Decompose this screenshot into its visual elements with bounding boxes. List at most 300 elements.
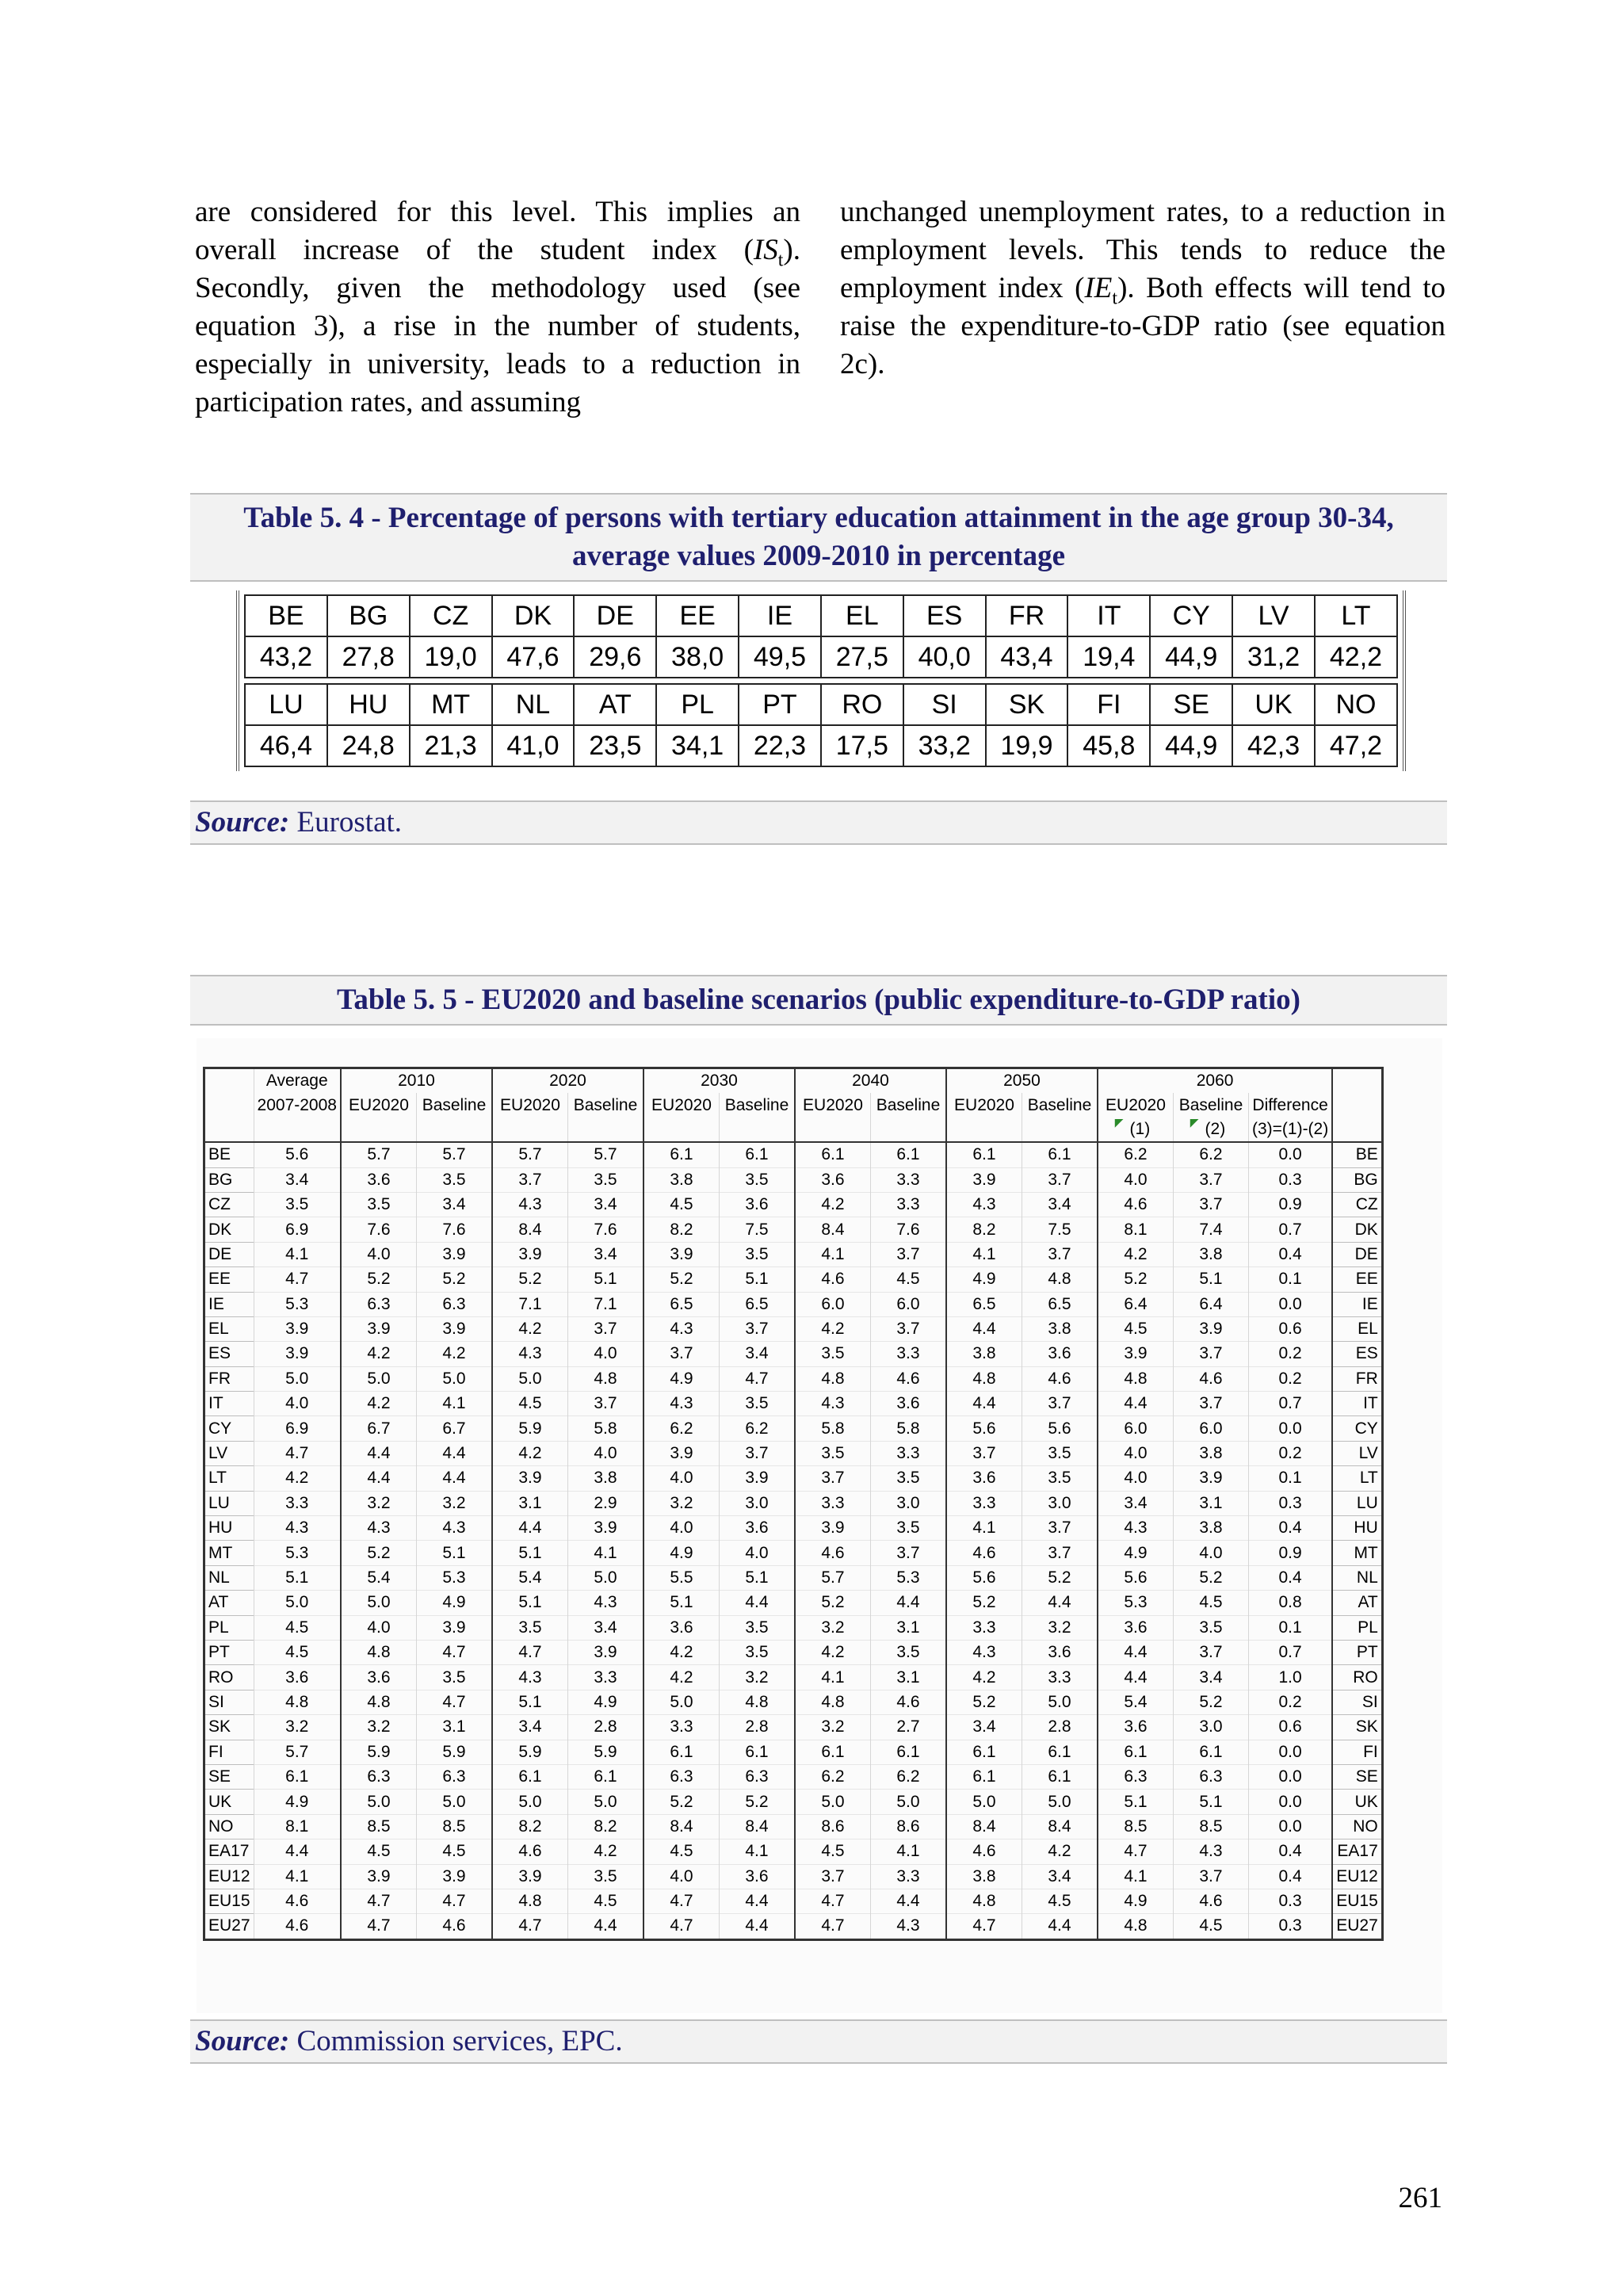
value-cell: 3.9 — [416, 1864, 492, 1889]
value-cell: 3.3 — [1022, 1665, 1098, 1690]
country-label: LU — [204, 1491, 254, 1515]
value-cell: 3.8 — [567, 1466, 643, 1491]
value-cell: 4.6 — [946, 1839, 1022, 1864]
value-cell: 4.0 — [643, 1864, 720, 1889]
left-text-1: are considered for this level. This implies an overall increase of the student index ( — [195, 196, 800, 266]
value-cell: 3.6 — [870, 1392, 946, 1416]
country-label: UK — [204, 1790, 254, 1814]
value-cell: 8.4 — [946, 1814, 1022, 1839]
value-cell: 3.7 — [870, 1316, 946, 1341]
value-cell: 6.2 — [719, 1416, 795, 1441]
value-cell: 4.3 — [567, 1591, 643, 1615]
header-row-formula — [204, 1117, 1383, 1142]
value-cell: 3.2 — [643, 1491, 720, 1515]
value-cell: 3.5 — [870, 1640, 946, 1664]
left-text-2: ). Secondly, given the methodology used (see equation 3), a rise in the number of students, especially in university, leads to a reduction in participation rates, and assuming — [195, 234, 800, 418]
header-eu2020: EU2020 — [1098, 1093, 1174, 1117]
value-cell: 8.2 — [567, 1814, 643, 1839]
table-row — [204, 1242, 1383, 1266]
value-cell: 3.2 — [416, 1491, 492, 1515]
value-cell: 4.4 — [946, 1392, 1022, 1416]
value-cell: 3.7 — [1022, 1392, 1098, 1416]
value-cell: 6.1 — [1173, 1740, 1248, 1764]
value-cell: 4.5 — [341, 1839, 417, 1864]
value-cell: 4.7 — [492, 1914, 568, 1939]
student-index-symbol: IS — [753, 234, 778, 266]
country-code-cell: HU — [327, 684, 410, 725]
value-cell: 5.2 — [719, 1790, 795, 1814]
value-cell: 7.1 — [567, 1292, 643, 1316]
table-row — [204, 1715, 1383, 1740]
table-row — [204, 1342, 1383, 1366]
value-cell: 4.7 — [254, 1267, 341, 1292]
value-cell: 3.6 — [341, 1665, 417, 1690]
value-cell: 4.4 — [1098, 1665, 1174, 1690]
country-label-right: FI — [1332, 1740, 1382, 1764]
header-blank — [719, 1117, 795, 1142]
value-cell: 6.0 — [1098, 1416, 1174, 1441]
value-cell: 3.4 — [254, 1167, 341, 1192]
value-cell: 0.0 — [1248, 1740, 1332, 1764]
country-label-right: SK — [1332, 1715, 1382, 1740]
value-cell: 3.2 — [719, 1665, 795, 1690]
header-note-1 — [1098, 1117, 1174, 1142]
value-cell: 3.8 — [643, 1167, 720, 1192]
value-cell: 6.3 — [416, 1292, 492, 1316]
country-label-right: HU — [1332, 1516, 1382, 1541]
value-cell: 5.3 — [1098, 1591, 1174, 1615]
value-cell: 3.3 — [795, 1491, 871, 1515]
value-cell: 3.9 — [946, 1167, 1022, 1192]
value-cell: 4.6 — [492, 1839, 568, 1864]
country-code-cell: EL — [821, 595, 903, 636]
value-cell: 6.3 — [341, 1764, 417, 1789]
country-code-row — [245, 595, 1397, 636]
value-cell: 8.6 — [795, 1814, 871, 1839]
value-cell: 5.2 — [795, 1591, 871, 1615]
value-cell: 4.5 — [1173, 1914, 1248, 1939]
value-cell: 4.1 — [254, 1864, 341, 1889]
value-cell: 4.7 — [416, 1889, 492, 1913]
value-cell: 4.5 — [1173, 1591, 1248, 1615]
value-cell: 3.5 — [719, 1640, 795, 1664]
value-cell: 4.5 — [567, 1889, 643, 1913]
value-cell: 4.0 — [1098, 1167, 1174, 1192]
value-cell: 8.4 — [795, 1217, 871, 1242]
value-cell: 4.7 — [254, 1441, 341, 1465]
value-cell: 3.9 — [643, 1242, 720, 1266]
value-cell: 1.0 — [1248, 1665, 1332, 1690]
value-cell: 6.7 — [341, 1416, 417, 1441]
country-label: EU15 — [204, 1889, 254, 1913]
value-cell: 4.1 — [1098, 1864, 1174, 1889]
table-row — [204, 1565, 1383, 1590]
value-cell: 43,4 — [986, 636, 1068, 678]
value-cell: 3.3 — [870, 1167, 946, 1192]
value-cell: 3.2 — [795, 1615, 871, 1640]
body-column-right — [840, 193, 1445, 384]
value-cell: 8.4 — [643, 1814, 720, 1839]
table-5-5-header — [204, 1068, 1383, 1143]
country-code-cell: PL — [656, 684, 739, 725]
value-cell: 3.0 — [1173, 1715, 1248, 1740]
value-cell: 3.6 — [719, 1516, 795, 1541]
country-code-cell: FI — [1067, 684, 1150, 725]
value-cell: 4.0 — [567, 1342, 643, 1366]
value-cell: 33,2 — [903, 725, 986, 766]
country-label-right: MT — [1332, 1541, 1382, 1565]
value-cell: 4.7 — [416, 1640, 492, 1664]
value-cell: 4.4 — [341, 1441, 417, 1465]
value-cell: 4.4 — [254, 1839, 341, 1864]
country-label: SI — [204, 1690, 254, 1714]
value-cell: 4.2 — [795, 1316, 871, 1341]
value-cell: 38,0 — [656, 636, 739, 678]
value-cell: 44,9 — [1150, 636, 1232, 678]
value-cell: 5.9 — [492, 1416, 568, 1441]
value-cell: 3.6 — [719, 1864, 795, 1889]
value-cell: 0.2 — [1248, 1690, 1332, 1714]
value-cell: 3.5 — [719, 1242, 795, 1266]
value-cell: 6.2 — [1173, 1142, 1248, 1167]
country-label-right: PL — [1332, 1615, 1382, 1640]
value-cell: 4.6 — [946, 1541, 1022, 1565]
value-cell: 5.0 — [254, 1591, 341, 1615]
value-cell: 3.7 — [719, 1441, 795, 1465]
value-cell: 3.5 — [719, 1167, 795, 1192]
value-cell: 5.1 — [492, 1541, 568, 1565]
value-cell: 5.7 — [254, 1740, 341, 1764]
value-cell: 4.8 — [795, 1366, 871, 1391]
value-cell: 4.3 — [643, 1392, 720, 1416]
table-5-4-top-body — [245, 595, 1397, 678]
country-label-right: DE — [1332, 1242, 1382, 1266]
value-cell: 3.5 — [870, 1466, 946, 1491]
header-period: 2007-2008 — [254, 1093, 341, 1117]
value-cell: 5.3 — [416, 1565, 492, 1590]
header-baseline: Baseline — [870, 1093, 946, 1117]
value-cell: 5.7 — [416, 1142, 492, 1167]
value-cell: 3.7 — [1173, 1342, 1248, 1366]
value-cell: 6.5 — [719, 1292, 795, 1316]
value-cell: 4.5 — [1022, 1889, 1098, 1913]
value-cell: 4.0 — [341, 1242, 417, 1266]
country-code-cell: RO — [821, 684, 903, 725]
value-cell: 3.5 — [795, 1441, 871, 1465]
country-code-cell: BE — [245, 595, 327, 636]
table-5-5-title: Table 5. 5 - EU2020 and baseline scenarios (public expenditure-to-GDP ratio) — [190, 975, 1447, 1026]
value-cell: 6.1 — [870, 1142, 946, 1167]
table-5-4-top — [244, 594, 1398, 678]
value-cell: 5.0 — [492, 1790, 568, 1814]
country-code-cell: SE — [1150, 684, 1232, 725]
country-label: EE — [204, 1267, 254, 1292]
value-cell: 0.3 — [1248, 1167, 1332, 1192]
value-cell: 5.0 — [643, 1690, 720, 1714]
table-row — [204, 1541, 1383, 1565]
country-code-cell: SK — [986, 684, 1068, 725]
value-cell: 4.2 — [946, 1665, 1022, 1690]
country-label: NL — [204, 1565, 254, 1590]
country-label-right: UK — [1332, 1790, 1382, 1814]
header-eu2020: EU2020 — [341, 1093, 417, 1117]
value-cell: 7.1 — [492, 1292, 568, 1316]
value-cell: 4.7 — [946, 1914, 1022, 1939]
country-label-right: EE — [1332, 1267, 1382, 1292]
value-cell: 4.0 — [719, 1541, 795, 1565]
value-cell: 3.7 — [567, 1316, 643, 1341]
value-cell: 3.9 — [719, 1466, 795, 1491]
value-cell: 3.9 — [254, 1316, 341, 1341]
value-cell: 4.4 — [1098, 1640, 1174, 1664]
value-cell: 4.4 — [1022, 1591, 1098, 1615]
value-cell: 4.4 — [870, 1591, 946, 1615]
value-cell: 3.0 — [719, 1491, 795, 1515]
country-label: PT — [204, 1640, 254, 1664]
value-cell: 3.6 — [1098, 1615, 1174, 1640]
value-cell: 6.4 — [1173, 1292, 1248, 1316]
header-eu2020: EU2020 — [946, 1093, 1022, 1117]
table-row — [204, 1665, 1383, 1690]
value-cell: 3.4 — [567, 1615, 643, 1640]
value-cell: 3.4 — [567, 1192, 643, 1217]
value-cell: 4.4 — [870, 1889, 946, 1913]
table-row — [204, 1466, 1383, 1491]
student-index-subscript: t — [777, 250, 784, 271]
value-cell: 3.5 — [719, 1392, 795, 1416]
value-cell: 6.4 — [1098, 1292, 1174, 1316]
value-cell: 4.9 — [567, 1690, 643, 1714]
header-blank — [1022, 1117, 1098, 1142]
value-cell: 5.2 — [946, 1690, 1022, 1714]
value-cell: 8.4 — [492, 1217, 568, 1242]
value-cell: 6.1 — [719, 1740, 795, 1764]
country-label: ES — [204, 1342, 254, 1366]
value-cell: 3.3 — [567, 1665, 643, 1690]
header-baseline: Baseline — [416, 1093, 492, 1117]
value-cell: 3.6 — [1098, 1715, 1174, 1740]
value-cell: 5.6 — [946, 1416, 1022, 1441]
value-cell: 6.1 — [1022, 1764, 1098, 1789]
country-label-right: SI — [1332, 1690, 1382, 1714]
value-cell: 8.4 — [719, 1814, 795, 1839]
header-year: 2040 — [795, 1068, 946, 1094]
table-row — [204, 1366, 1383, 1391]
value-cell: 7.6 — [567, 1217, 643, 1242]
table-row — [204, 1416, 1383, 1441]
value-cell: 4.2 — [341, 1392, 417, 1416]
value-cell: 5.1 — [1173, 1267, 1248, 1292]
value-cell: 4.3 — [492, 1192, 568, 1217]
value-cell: 5.0 — [254, 1366, 341, 1391]
header-year: 2060 — [1098, 1068, 1332, 1094]
value-cell: 4.9 — [643, 1541, 720, 1565]
value-cell: 5.1 — [643, 1591, 720, 1615]
value-cell: 31,2 — [1232, 636, 1315, 678]
value-cell: 5.2 — [1098, 1267, 1174, 1292]
value-cell: 4.3 — [492, 1665, 568, 1690]
value-cell: 5.0 — [567, 1565, 643, 1590]
value-cell: 0.9 — [1248, 1192, 1332, 1217]
value-cell: 4.7 — [795, 1889, 871, 1913]
value-cell: 3.5 — [567, 1864, 643, 1889]
value-cell: 3.7 — [1173, 1192, 1248, 1217]
header-difference: Difference — [1248, 1093, 1332, 1117]
value-cell: 19,4 — [1067, 636, 1150, 678]
value-cell: 3.9 — [1173, 1316, 1248, 1341]
table-row — [204, 1914, 1383, 1939]
value-cell: 4.7 — [795, 1914, 871, 1939]
value-cell: 22,3 — [739, 725, 821, 766]
value-cell: 3.7 — [1173, 1640, 1248, 1664]
header-note-3: (3)=(1)-(2) — [1248, 1117, 1332, 1142]
value-cell: 0.0 — [1248, 1416, 1332, 1441]
value-cell: 3.5 — [492, 1615, 568, 1640]
value-cell: 5.1 — [492, 1591, 568, 1615]
value-cell: 5.7 — [795, 1565, 871, 1590]
country-label-right: IT — [1332, 1392, 1382, 1416]
value-cell: 3.5 — [1022, 1441, 1098, 1465]
value-cell: 49,5 — [739, 636, 821, 678]
value-cell: 6.5 — [1022, 1292, 1098, 1316]
value-cell: 6.9 — [254, 1217, 341, 1242]
value-cell: 5.4 — [492, 1565, 568, 1590]
value-cell: 5.9 — [416, 1740, 492, 1764]
value-cell: 4.7 — [416, 1690, 492, 1714]
value-cell: 3.4 — [1022, 1864, 1098, 1889]
value-cell: 0.3 — [1248, 1889, 1332, 1913]
value-cell: 6.1 — [946, 1142, 1022, 1167]
country-label: EL — [204, 1316, 254, 1341]
value-cell: 3.8 — [1173, 1516, 1248, 1541]
value-cell: 6.1 — [1022, 1142, 1098, 1167]
value-cell: 6.7 — [416, 1416, 492, 1441]
value-cell: 0.4 — [1248, 1516, 1332, 1541]
header-blank — [492, 1117, 568, 1142]
value-cell: 4.1 — [719, 1839, 795, 1864]
value-cell: 2.8 — [567, 1715, 643, 1740]
value-cell: 4.1 — [795, 1665, 871, 1690]
header-blank — [1332, 1117, 1382, 1142]
country-code-cell: SI — [903, 684, 986, 725]
header-year: 2010 — [341, 1068, 492, 1094]
country-label: IE — [204, 1292, 254, 1316]
value-cell: 5.2 — [492, 1267, 568, 1292]
country-code-cell: LT — [1315, 595, 1397, 636]
value-cell: 3.8 — [1022, 1316, 1098, 1341]
value-cell: 6.5 — [643, 1292, 720, 1316]
value-cell: 4.5 — [416, 1839, 492, 1864]
header-baseline: Baseline — [1173, 1093, 1248, 1117]
value-cell: 5.5 — [643, 1565, 720, 1590]
value-cell: 5.2 — [1173, 1565, 1248, 1590]
country-code-cell: LU — [245, 684, 327, 725]
value-cell: 4.0 — [643, 1516, 720, 1541]
value-cell: 5.8 — [870, 1416, 946, 1441]
table-5-4-bottom — [244, 683, 1398, 767]
country-label-right: LT — [1332, 1466, 1382, 1491]
value-cell: 0.1 — [1248, 1267, 1332, 1292]
value-cell: 3.3 — [254, 1491, 341, 1515]
country-label-right: NO — [1332, 1814, 1382, 1839]
source-label: Source: — [195, 2025, 290, 2057]
value-cell: 4.8 — [1098, 1366, 1174, 1391]
value-cell: 4.8 — [254, 1690, 341, 1714]
country-code-cell: EE — [656, 595, 739, 636]
value-cell: 4.6 — [1173, 1366, 1248, 1391]
value-cell: 3.7 — [1022, 1167, 1098, 1192]
header-row-scenarios — [204, 1093, 1383, 1117]
value-cell: 43,2 — [245, 636, 327, 678]
value-cell: 34,1 — [656, 725, 739, 766]
value-cell: 6.3 — [341, 1292, 417, 1316]
value-cell: 3.7 — [870, 1541, 946, 1565]
value-cell: 6.1 — [795, 1740, 871, 1764]
value-cell: 0.6 — [1248, 1316, 1332, 1341]
value-cell: 4.1 — [946, 1516, 1022, 1541]
value-cell: 0.1 — [1248, 1466, 1332, 1491]
value-cell: 4.7 — [643, 1889, 720, 1913]
value-cell: 3.5 — [1022, 1466, 1098, 1491]
country-code-cell: DK — [492, 595, 575, 636]
value-cell: 3.8 — [1173, 1242, 1248, 1266]
value-cell: 5.2 — [643, 1267, 720, 1292]
country-label-right: DK — [1332, 1217, 1382, 1242]
value-cell: 5.4 — [341, 1565, 417, 1590]
country-label: IT — [204, 1392, 254, 1416]
table-row — [204, 1615, 1383, 1640]
value-cell: 0.7 — [1248, 1217, 1332, 1242]
value-cell: 4.2 — [492, 1441, 568, 1465]
value-cell: 0.4 — [1248, 1242, 1332, 1266]
value-cell: 4.0 — [643, 1466, 720, 1491]
country-label-right: ES — [1332, 1342, 1382, 1366]
country-label: DE — [204, 1242, 254, 1266]
value-cell: 4.7 — [1098, 1839, 1174, 1864]
country-code-cell: IE — [739, 595, 821, 636]
value-cell: 5.0 — [341, 1591, 417, 1615]
value-cell: 5.0 — [795, 1790, 871, 1814]
country-label: EU27 — [204, 1914, 254, 1939]
value-cell: 3.9 — [341, 1316, 417, 1341]
value-cell: 5.2 — [341, 1541, 417, 1565]
value-cell: 3.7 — [492, 1167, 568, 1192]
value-cell: 4.4 — [719, 1914, 795, 1939]
table-row — [204, 1839, 1383, 1864]
value-cell: 5.3 — [254, 1541, 341, 1565]
value-cell: 4.8 — [341, 1690, 417, 1714]
value-cell: 4.7 — [341, 1914, 417, 1939]
value-cell: 3.2 — [341, 1491, 417, 1515]
value-row — [245, 725, 1397, 766]
value-cell: 3.7 — [795, 1466, 871, 1491]
value-cell: 6.1 — [1098, 1740, 1174, 1764]
value-cell: 29,6 — [574, 636, 656, 678]
value-cell: 4.6 — [254, 1889, 341, 1913]
country-label-right: AT — [1332, 1591, 1382, 1615]
header-note-1-text: (1) — [1129, 1119, 1151, 1138]
value-cell: 5.6 — [1022, 1416, 1098, 1441]
value-cell: 3.3 — [870, 1192, 946, 1217]
table-row — [204, 1740, 1383, 1764]
header-average: Average — [254, 1068, 341, 1094]
value-cell: 4.1 — [416, 1392, 492, 1416]
value-cell: 4.4 — [416, 1441, 492, 1465]
value-cell: 5.6 — [254, 1142, 341, 1167]
country-label: MT — [204, 1541, 254, 1565]
value-cell: 3.9 — [416, 1242, 492, 1266]
value-cell: 4.5 — [643, 1839, 720, 1864]
